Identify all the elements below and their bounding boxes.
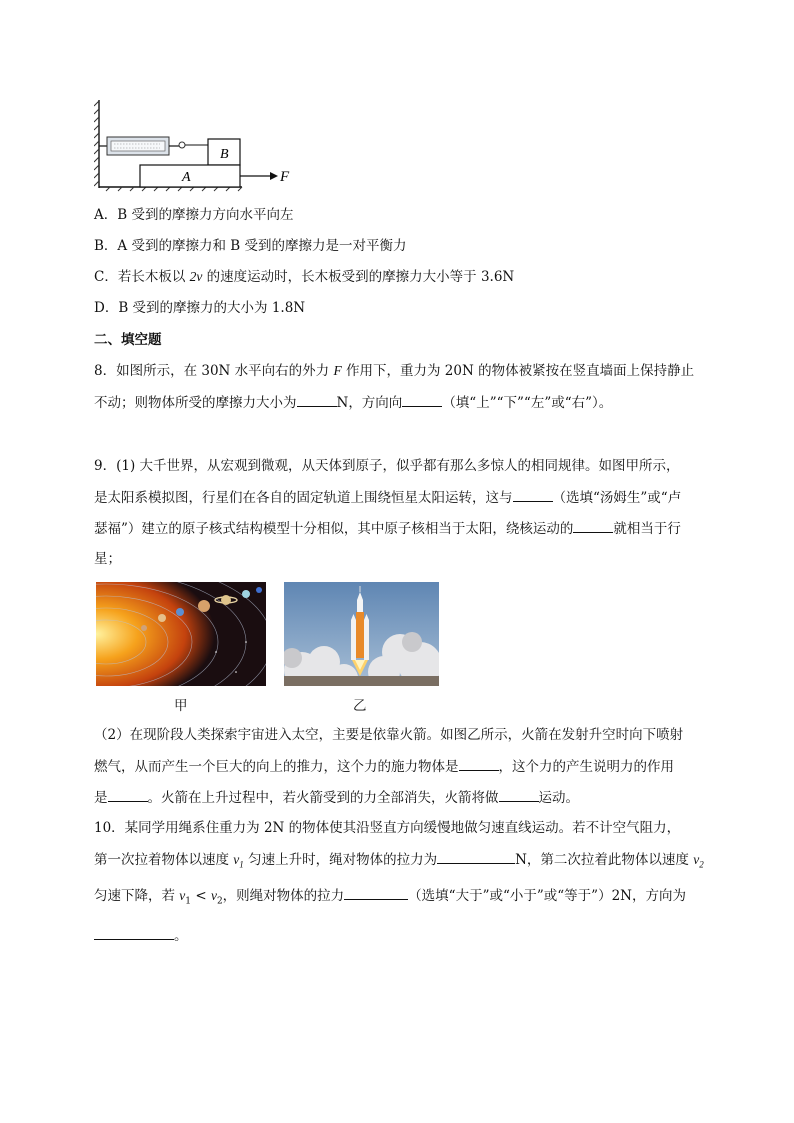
q10-text-2c: N，第二次拉着此物体以速度 bbox=[515, 852, 694, 868]
option-c-text: C．若长木板以 bbox=[94, 269, 190, 285]
q10-subscript-1: 1 bbox=[239, 859, 244, 870]
q10-variable-v1: v bbox=[233, 852, 240, 867]
q9-text-7a: 是 bbox=[94, 790, 108, 806]
q10-variable-v2b: v bbox=[210, 888, 217, 903]
q10-text-2a: 第一次拉着物体以速度 bbox=[94, 852, 234, 868]
q10-text-3b: ，则绳对物体的拉力 bbox=[222, 888, 345, 904]
q9-text-2b: （选填“汤姆生”或“卢 bbox=[552, 490, 682, 506]
q10-subscript-2: 2 bbox=[699, 859, 704, 870]
q8-text: 8．如图所示，在 30N 水平向右的外力 bbox=[94, 363, 334, 379]
block-a-label: A bbox=[182, 170, 191, 185]
q10-blank-3[interactable] bbox=[94, 925, 174, 940]
wall bbox=[94, 100, 99, 188]
q10-text-3a: 匀速下降，若 bbox=[94, 888, 180, 904]
spring-scale bbox=[99, 137, 208, 155]
option-c-variable: 2v bbox=[189, 269, 203, 284]
q8-line-1 bbox=[94, 361, 694, 381]
option-b: B．A 受到的摩擦力和 B 受到的摩擦力是一对平衡力 bbox=[94, 238, 407, 254]
q10-variable-v2: v bbox=[693, 852, 700, 867]
q9-line-6 bbox=[94, 756, 674, 777]
force-arrowhead bbox=[270, 172, 278, 180]
q10-text-3c: （选填“大于”或“小于”或“等于”）2N，方向为 bbox=[408, 888, 686, 904]
q10-line-1: 10．某同学用绳系住重力为 2N 的物体使其沿竖直方向缓慢地做匀速直线运动。若不计空气阻力， bbox=[94, 820, 681, 836]
q10-variable-v1b: v bbox=[179, 888, 186, 903]
q10-line-2 bbox=[94, 849, 704, 875]
ground bbox=[99, 187, 242, 191]
q8-line-2 bbox=[94, 392, 612, 413]
q9-text-6b: ，这个力的产生说明力的作用 bbox=[498, 759, 674, 775]
q8-variable-f: F bbox=[333, 363, 342, 378]
q9-text-7c: 运动。 bbox=[538, 790, 579, 806]
force-label: F bbox=[280, 169, 290, 185]
q9-blank-1[interactable] bbox=[513, 487, 553, 502]
q9-text-3b: 就相当于行 bbox=[613, 521, 681, 537]
q10-subscript-4: 2 bbox=[216, 896, 223, 907]
q10-line-4 bbox=[94, 925, 188, 946]
q9-blank-2[interactable] bbox=[573, 518, 613, 533]
q9-blank-5[interactable] bbox=[499, 787, 539, 802]
solar-system-image bbox=[96, 582, 266, 686]
q8-text-2a: 不动；则物体所受的摩擦力大小为 bbox=[94, 395, 297, 411]
q10-blank-2[interactable] bbox=[344, 885, 408, 900]
block-b-label: B bbox=[220, 147, 229, 162]
option-a: A．B 受到的摩擦力方向水平向左 bbox=[94, 207, 294, 223]
q9-line-3 bbox=[94, 518, 681, 539]
q9-blank-4[interactable] bbox=[108, 787, 148, 802]
q10-text-2b: 匀速上升时，绳对物体的拉力为 bbox=[243, 852, 438, 868]
q8-text-2b: N，方向向 bbox=[336, 395, 403, 411]
q9-line-1: 9．(1) 大千世界，从宏观到微观，从天体到原子，似乎都有那么多惊人的相同规律。如图甲所示， bbox=[94, 458, 680, 474]
q8-blank-2[interactable] bbox=[402, 392, 442, 407]
q10-blank-1[interactable] bbox=[437, 849, 515, 864]
option-c bbox=[94, 267, 514, 287]
q9-blank-3[interactable] bbox=[459, 756, 499, 771]
q10-line-3 bbox=[94, 885, 686, 912]
caption-jia: 甲 bbox=[174, 698, 188, 714]
q10-less-than: < bbox=[191, 888, 211, 904]
friction-diagram bbox=[94, 96, 304, 192]
q9-line-5: （2）在现阶段人类探索宇宙进入太空，主要是依靠火箭。如图乙所示，火箭在发射升空时向下喷射 bbox=[94, 727, 684, 743]
rocket-launch-image bbox=[284, 582, 439, 686]
q8-blank-1[interactable] bbox=[297, 392, 337, 407]
q10-text-4: 。 bbox=[174, 928, 188, 944]
q8-text-2c: （填“上”“下”“左”或“右”）。 bbox=[442, 395, 613, 411]
q9-text-3a: 瑟福”）建立的原子核式结构模型十分相似，其中原子核相当于太阳，绕核运动的 bbox=[94, 521, 574, 537]
q9-text-6a: 燃气，从而产生一个巨大的向上的推力，这个力的施力物体是 bbox=[94, 759, 459, 775]
option-d: D．B 受到的摩擦力的大小为 1.8N bbox=[94, 300, 306, 316]
q9-line-2 bbox=[94, 487, 681, 508]
q9-text-7b: 。火箭在上升过程中，若火箭受到的力全部消失，火箭将做 bbox=[147, 790, 499, 806]
q8-text-cont: 作用下，重力为 20N 的物体被紧按在竖直墙面上保持静止 bbox=[341, 363, 695, 379]
option-c-text-end: 的速度运动时，长木板受到的摩擦力大小等于 3.6N bbox=[202, 269, 515, 285]
q9-text-2a: 是太阳系模拟图，行星们在各自的固定轨道上围绕恒星太阳运转，这与 bbox=[94, 490, 513, 506]
caption-yi: 乙 bbox=[353, 698, 367, 714]
q10-subscript-3: 1 bbox=[185, 896, 192, 907]
q9-line-7 bbox=[94, 787, 579, 808]
section-heading: 二、填空题 bbox=[94, 332, 162, 348]
q9-line-4: 星； bbox=[94, 551, 121, 567]
